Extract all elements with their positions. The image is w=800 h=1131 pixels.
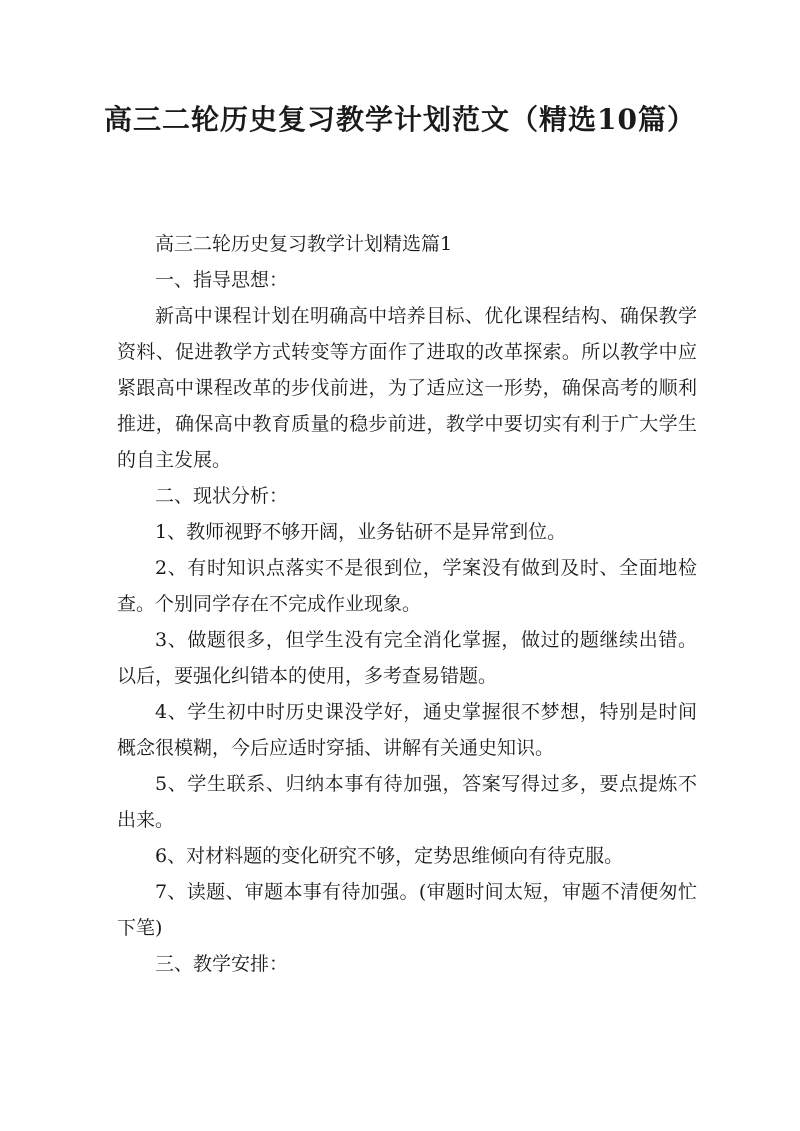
list-item: 5、学生联系、归纳本事有待加强，答案写得过多，要点提炼不出来。 (117, 773, 697, 831)
list-item: 2、有时知识点落实不是很到位，学案没有做到及时、全面地检查。个别同学存在不完成作业现象。 (117, 557, 697, 615)
paragraph: 新高中课程计划在明确高中培养目标、优化课程结构、确保教学资料、促进教学方式转变等方面作了进取的改革探索。所以教学中应紧跟高中课程改革的步伐前进，为了适应这一形势，确保高考的顺利推进，确保高中教育质量的稳步前进，教学中要切实有利于广大学生的自主发展。 (117, 305, 697, 471)
subheading-current-analysis: 二、现状分析： (155, 485, 289, 507)
list-item: 7、读题、审题本事有待加强。(审题时间太短，审题不清便匆忙下笔) (117, 881, 697, 939)
list-item: 1、教师视野不够开阔，业务钻研不是异常到位。 (155, 521, 567, 543)
list-item: 4、学生初中时历史课没学好，通史掌握很不梦想，特别是时间概念很模糊，今后应适时穿插、讲解有关通史知识。 (117, 701, 697, 759)
subheading-guiding-ideology: 一、指导思想： (155, 269, 289, 291)
subheading-teaching-arrangement: 三、教学安排： (155, 953, 289, 975)
list-item: 6、对材料题的变化研究不够，定势思维倾向有待克服。 (155, 845, 624, 867)
list-item: 3、做题很多，但学生没有完全消化掌握，做过的题继续出错。以后，要强化纠错本的使用，多考查易错题。 (117, 629, 697, 687)
document-title: 高三二轮历史复习教学计划范文（精选10篇） (104, 103, 696, 136)
section-heading: 高三二轮历史复习教学计划精选篇1 (155, 233, 453, 255)
document-body (117, 226, 697, 982)
